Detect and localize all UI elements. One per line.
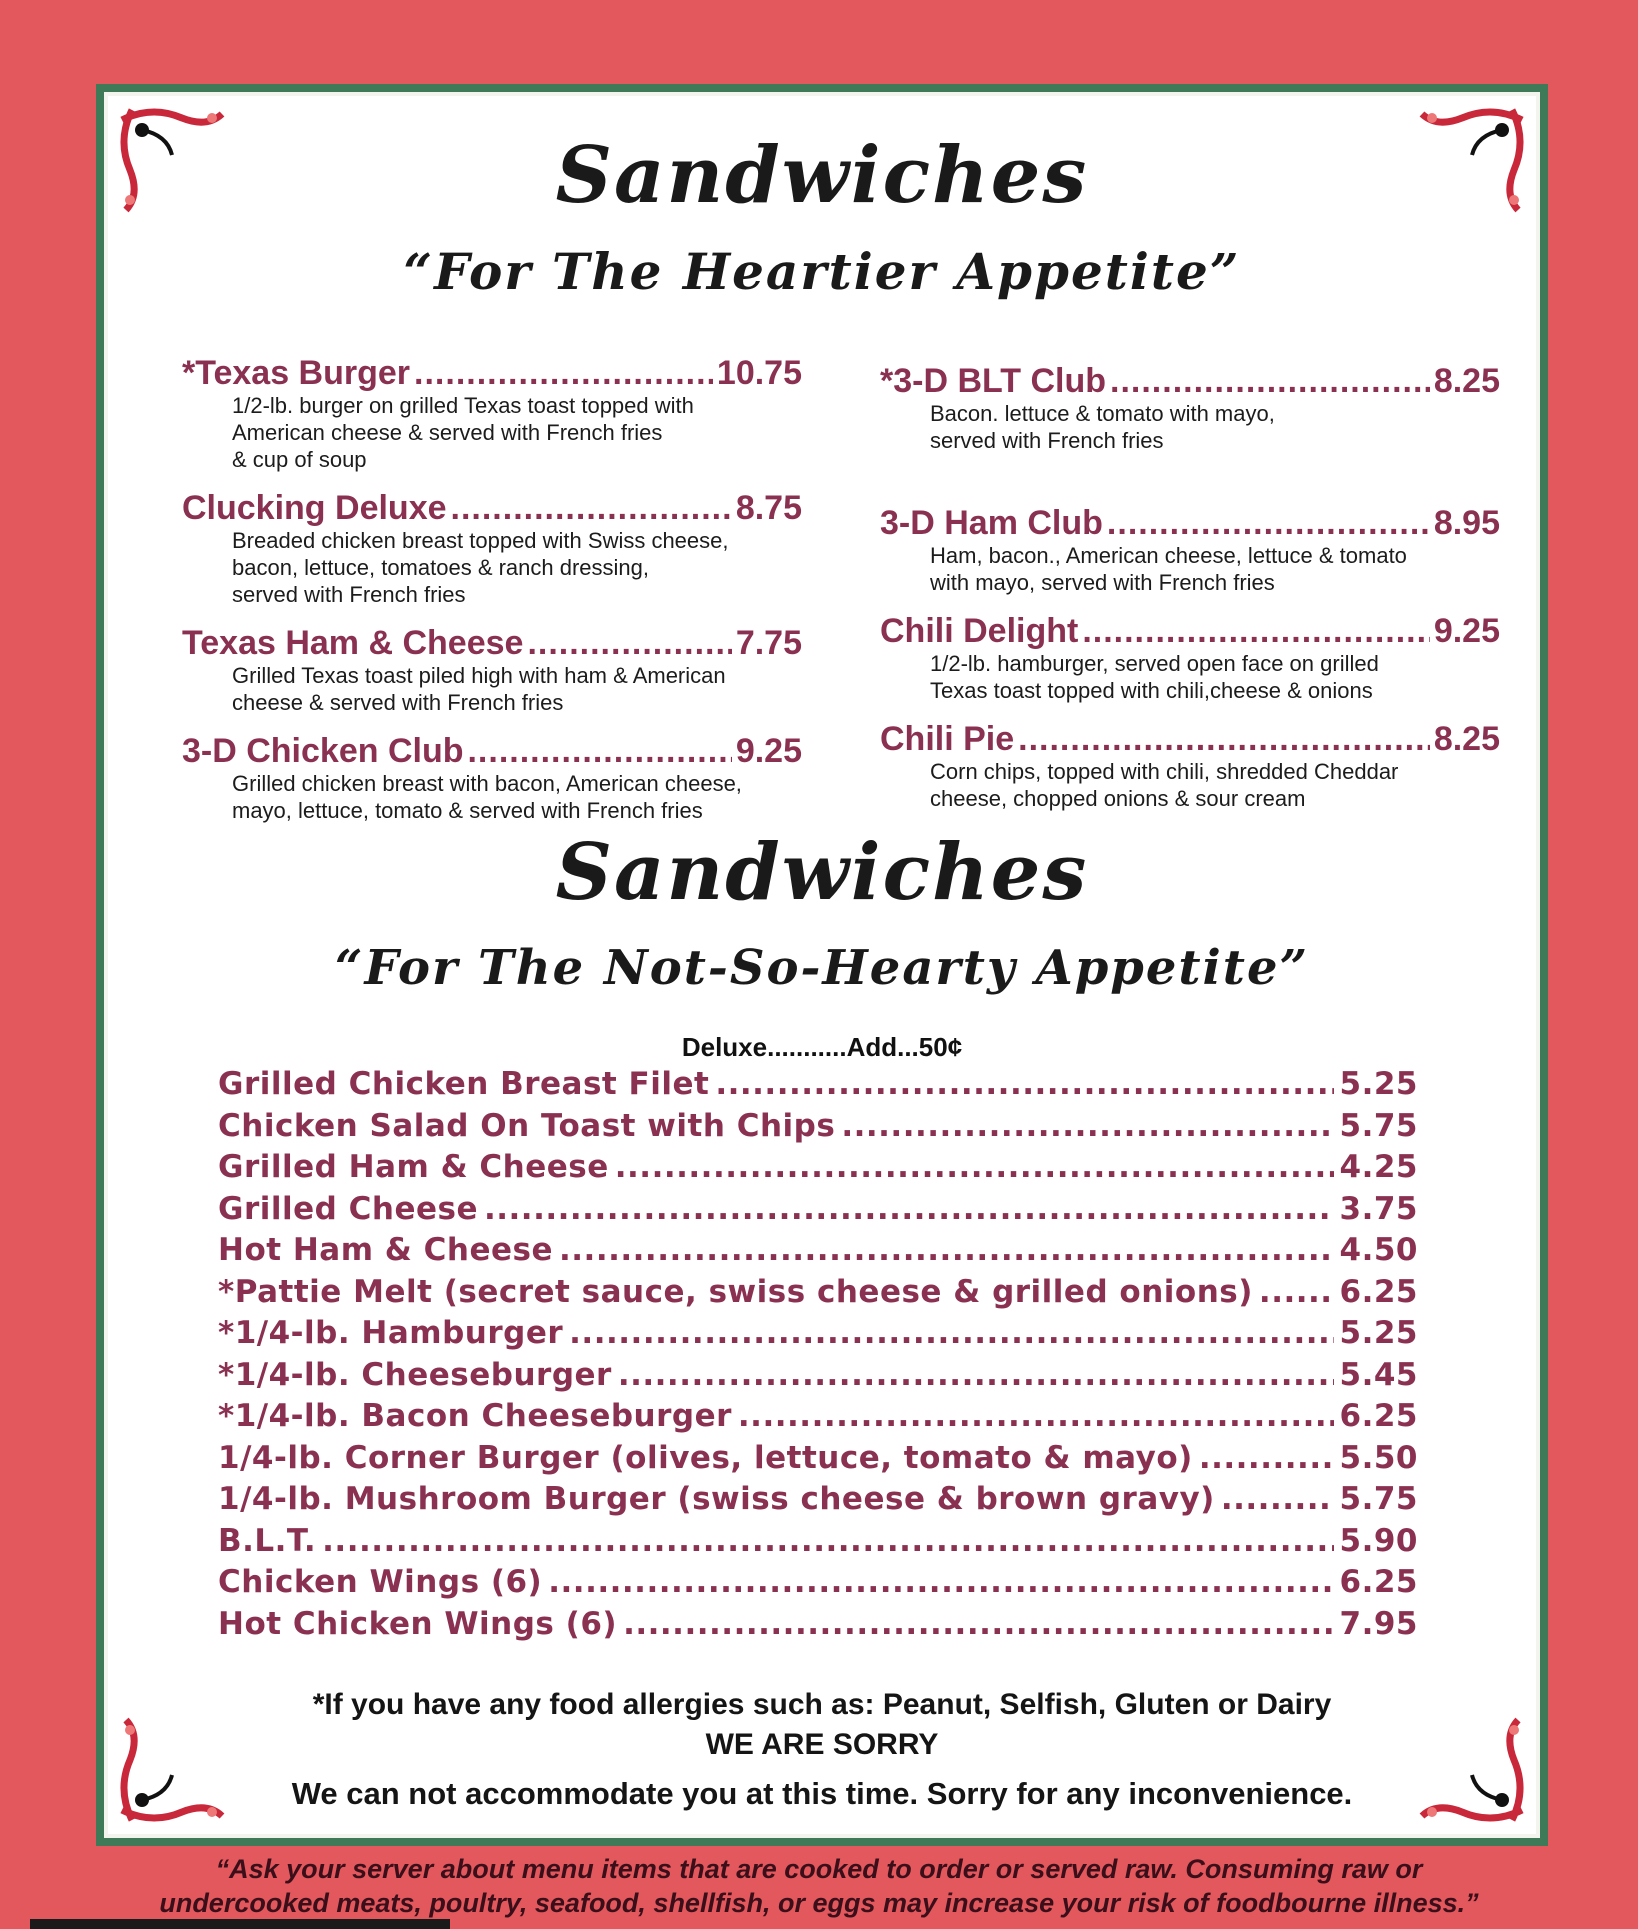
allergy-note: *If you have any food allergies such as: Peanut, Selfish, Gluten or Dairy <box>312 1688 1332 1721</box>
section-title: Sandwiches <box>555 827 1089 918</box>
item-description: Grilled Texas toast piled high with ham & American cheese & served with French fries <box>232 663 726 715</box>
item-price: 8.25 <box>1433 720 1500 758</box>
item-price: 6.25 <box>1339 1564 1418 1600</box>
item-name: 1/4-lb. Corner Burger (olives, lettuce, tomato & mayo) <box>218 1439 1193 1476</box>
list-item <box>218 1357 1418 1399</box>
deluxe-note: Deluxe...........Add...50¢ <box>681 1032 963 1062</box>
item-price: 8.95 <box>1433 504 1500 542</box>
item-name: Grilled Ham & Cheese <box>218 1149 609 1185</box>
hearty-right-column <box>880 362 1500 828</box>
item-name: *Texas Burger <box>182 354 411 392</box>
item-price: 9.25 <box>735 732 802 770</box>
item-description: Breaded chicken breast topped with Swiss cheese, bacon, lettuce, tomatoes & ranch dressing, served with French fries <box>232 528 729 607</box>
item-price: 5.45 <box>1339 1356 1418 1393</box>
item-description: Bacon. lettuce & tomato with mayo, served with French fries <box>930 401 1275 453</box>
item-name: B.L.T. <box>218 1522 317 1559</box>
item-description: Corn chips, topped with chili, shredded Cheddar cheese, chopped onions & sour cream <box>930 759 1399 811</box>
list-item <box>218 1481 1418 1523</box>
list-item <box>218 1108 1418 1150</box>
item-name: *Pattie Melt (secret sauce, swiss cheese & grilled onions) <box>218 1273 1253 1310</box>
not-so-hearty-list <box>218 1066 1418 1647</box>
item-name: Chicken Salad On Toast with Chips <box>218 1107 836 1144</box>
menu-item <box>182 354 802 473</box>
list-item <box>218 1606 1418 1648</box>
menu-item <box>880 720 1500 812</box>
item-price: 3.75 <box>1339 1190 1418 1227</box>
menu-item <box>880 362 1500 454</box>
menu-item <box>182 489 802 608</box>
item-description: Ham, bacon., American cheese, lettuce & tomato with mayo, served with French fries <box>930 543 1407 595</box>
item-price: 5.75 <box>1339 1107 1418 1144</box>
item-price: 5.50 <box>1339 1439 1418 1476</box>
list-item <box>218 1274 1418 1316</box>
item-price: 6.25 <box>1339 1398 1418 1434</box>
allergy-inconvenience: We can not accommodate you at this time. Sorry for any inconvenience. <box>291 1776 1353 1811</box>
item-price: 9.25 <box>1433 612 1500 650</box>
section-subtitle: “For The Not-So-Hearty Appetite” <box>334 940 1310 996</box>
list-item <box>218 1232 1418 1274</box>
section-subtitle: “For The Heartier Appetite” <box>403 242 1241 301</box>
item-description: Grilled chicken breast with bacon, American cheese, mayo, lettuce, tomato & served with French fries <box>232 771 742 823</box>
menu-item <box>880 612 1500 704</box>
item-price: 7.75 <box>735 624 802 662</box>
item-price: 5.75 <box>1339 1481 1418 1517</box>
list-item <box>218 1149 1418 1191</box>
item-name: Chili Delight <box>880 612 1079 650</box>
item-price: 5.90 <box>1339 1522 1418 1559</box>
item-name: Clucking Deluxe <box>182 489 447 527</box>
item-price: 4.50 <box>1339 1232 1418 1268</box>
item-name: Grilled Chicken Breast Filet <box>218 1066 710 1102</box>
allergy-apology: WE ARE SORRY <box>705 1728 939 1761</box>
menu-item <box>182 624 802 716</box>
item-name: *1/4-lb. Bacon Cheeseburger <box>218 1398 732 1434</box>
menu-item <box>182 732 802 824</box>
item-price: 8.25 <box>1433 362 1500 400</box>
item-name: Grilled Cheese <box>218 1190 478 1227</box>
item-name: Chicken Wings (6) <box>218 1564 543 1600</box>
list-item <box>218 1564 1418 1606</box>
item-name: *1/4-lb. Cheeseburger <box>218 1356 612 1393</box>
section-title: Sandwiches <box>555 130 1089 221</box>
item-price: 10.75 <box>716 354 802 392</box>
item-name: Chili Pie <box>880 720 1015 758</box>
item-name: Hot Chicken Wings (6) <box>218 1605 618 1642</box>
item-description: 1/2-lb. burger on grilled Texas toast topped with American cheese & served with French fries & cup of soup <box>232 393 694 472</box>
item-name: Texas Ham & Cheese <box>182 624 524 662</box>
hearty-left-column <box>182 354 802 840</box>
item-price: 6.25 <box>1339 1273 1418 1310</box>
item-price: 7.95 <box>1339 1605 1418 1642</box>
list-item <box>218 1191 1418 1233</box>
item-price: 4.25 <box>1339 1149 1418 1185</box>
item-description: 1/2-lb. hamburger, served open face on grilled Texas toast topped with chili,cheese & onions <box>930 651 1379 703</box>
list-item <box>218 1523 1418 1565</box>
list-item <box>218 1315 1418 1357</box>
list-item <box>218 1440 1418 1482</box>
item-name: 1/4-lb. Mushroom Burger (swiss cheese & brown gravy) <box>218 1481 1215 1517</box>
raw-food-disclaimer: “Ask your server about menu items that are cooked to order or served raw. Consuming raw or undercooked meats, poultry, seafood, shellfish, or eggs may increase your risk of foodbourne illness.” <box>159 1854 1479 1918</box>
item-name: 3-D Ham Club <box>880 504 1103 542</box>
item-price: 8.75 <box>735 489 802 527</box>
menu-item <box>880 504 1500 596</box>
item-name: *1/4-lb. Hamburger <box>218 1315 564 1351</box>
item-name: *3-D BLT Club <box>880 362 1107 400</box>
list-item <box>218 1398 1418 1440</box>
item-price: 5.25 <box>1339 1315 1418 1351</box>
menu-panel <box>96 84 1548 1846</box>
item-price: 5.25 <box>1339 1066 1418 1102</box>
item-name: 3-D Chicken Club <box>182 732 464 770</box>
item-name: Hot Ham & Cheese <box>218 1232 553 1268</box>
list-item <box>218 1066 1418 1108</box>
bottom-edge <box>30 1919 450 1929</box>
